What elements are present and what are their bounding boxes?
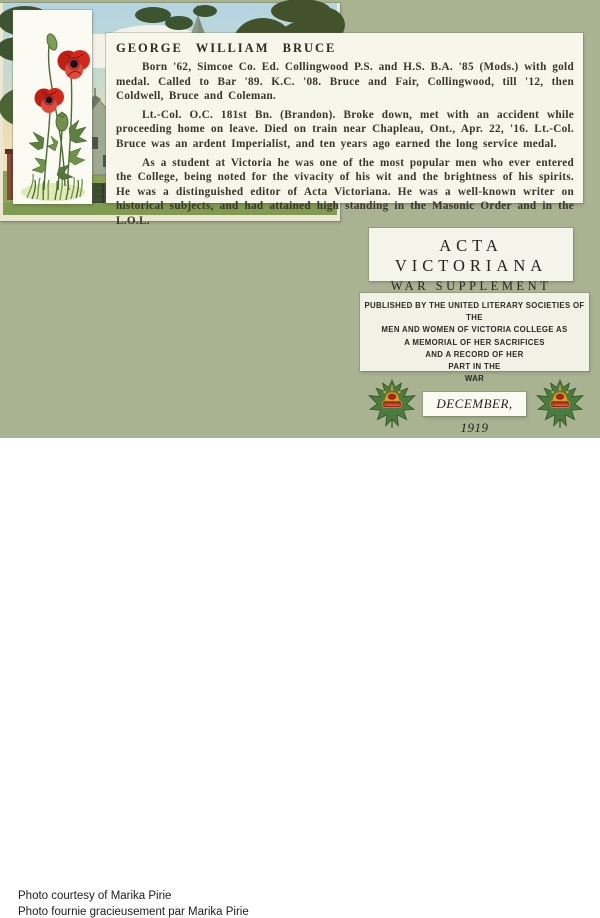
obituary-clipping — [106, 33, 583, 227]
poppies-illustration — [13, 10, 92, 204]
poppy-illustration-panel — [13, 10, 92, 204]
maple-leaf-badge-left — [367, 378, 417, 430]
obituary-paragraph-2: Lt.-Col. O.C. 181st Bn. (Brandon). Broke down, met with an accident while proceeding home on leave. Died on train near Chapleau, Ont., Apr. 22, '16. Lt.-Col. Bruce was an ardent Imperialist, and ten years ago earned the long service medal. — [116, 108, 574, 150]
date-text: DECEMBER, 1919 — [436, 396, 513, 435]
obituary-paragraph-3: As a student at Victoria he was one of the most popular men who ever entered the College, being noted for the vivacity of his wit and the brightness of his spirits. He was a distinguished editor of Acta Victoriana. He was a well-known writer on historical subjects, and had attained high standing in the Masonic Order and in the L.O.L. — [116, 156, 574, 227]
publisher-line-1: PUBLISHED BY THE UNITED LITERARY SOCIETIES OF THE — [364, 301, 585, 323]
publisher-line-2: MEN AND WOMEN OF VICTORIA COLLEGE AS — [381, 325, 568, 335]
obituary-heading: GEORGE WILLIAM BRUCE — [116, 41, 337, 55]
collage-background — [0, 0, 600, 438]
badge-text-right: CANADA — [552, 403, 568, 408]
acta-title-clipping — [369, 228, 573, 293]
maple-leaf-badge-right — [535, 378, 585, 430]
publisher-clipping — [360, 293, 589, 384]
publisher-line-6: WAR — [464, 374, 485, 384]
caption-french: Photo fournie gracieusement par Marika Pirie — [18, 906, 249, 918]
date-clipping — [423, 392, 526, 435]
publisher-line-4: AND A RECORD OF HER — [425, 349, 524, 359]
publisher-line-5: PART IN THE — [448, 362, 501, 372]
obituary-paragraph-1: Born '62, Simcoe Co. Ed. Collingwood P.S. and H.S. B.A. '85 (Mods.) with gold medal. Called to Bar '89. K.C. '08. Bruce and Fair, Collingwood, till '12, then Coldwell, Bruce and Coleman. — [116, 61, 574, 103]
caption-english: Photo courtesy of Marika Pirie — [18, 890, 172, 902]
acta-subtitle: WAR SUPPLEMENT — [390, 279, 552, 293]
caption-strip — [0, 438, 600, 918]
badge-text-left: CANADA — [384, 403, 400, 408]
publisher-line-3: A MEMORIAL OF HER SACRIFICES — [404, 337, 545, 347]
acta-title: ACTA VICTORIANA — [394, 236, 548, 275]
